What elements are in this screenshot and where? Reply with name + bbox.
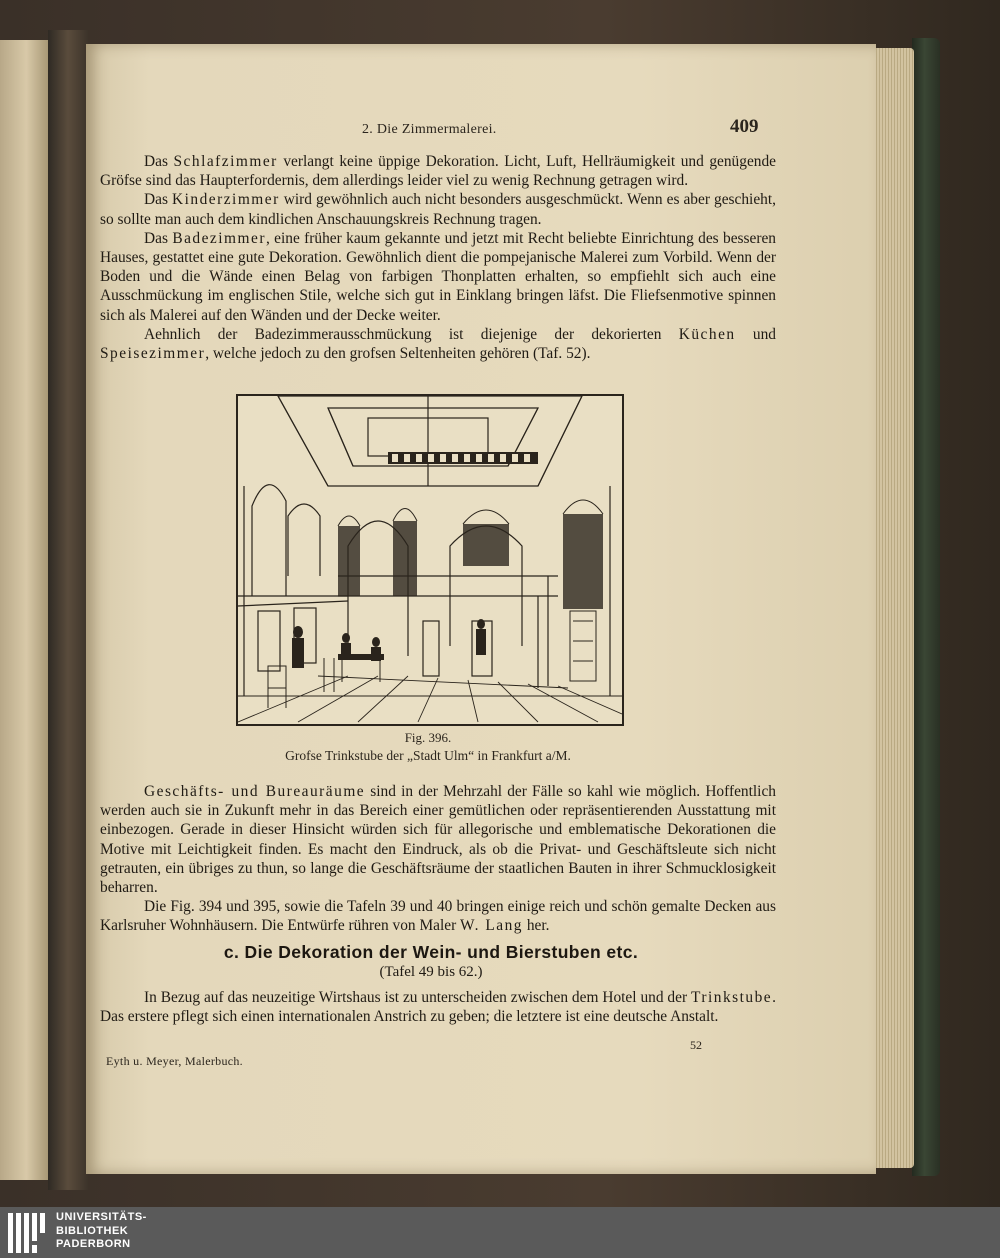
- text-run: und der: [636, 989, 691, 1006]
- footer-sheet-number: 52: [690, 1038, 702, 1052]
- text-run: Die Fig. 394 und 395, sowie die Tafeln 39 und 40 bringen einige reich und schön gemalte Decken aus Karlsruher Wohnhäusern. Die Entwürfe rühren von Maler: [100, 898, 776, 935]
- book-page: [86, 44, 876, 1174]
- text-block-section: [100, 988, 776, 1026]
- text-run: und: [735, 325, 776, 343]
- text-block-bottom: [100, 782, 776, 936]
- emphasized-term: Schlafzimmer: [173, 153, 278, 170]
- figure-illustration: [236, 394, 624, 726]
- text-run: Hotel: [602, 989, 637, 1006]
- paragraph: [100, 229, 776, 325]
- text-run: In Bezug auf das neuzeitige Wirtshaus ist zu unterscheiden zwischen dem: [144, 989, 603, 1006]
- paragraph: [100, 325, 776, 363]
- library-name: [56, 1211, 147, 1252]
- text-run: . Das erstere pflegt sich einen internationalen Anstrich zu geben; die letztere ist eine deutsche Anstalt.: [100, 989, 776, 1026]
- library-logo-icon: [8, 1211, 50, 1255]
- text-run: , eine früher kaum gekannte und jetzt mit Recht beliebte Einrichtung des besseren Hauses, gestattet eine gute Dekoration. Gewöhnlich dient die pompejanische Malerei zum Vorbild. Wenn der Boden und die Wände einen Belag von farbigen Thonplatten erhalten, so empfiehlt sich auch eine Ausschmückung im englischen Stile, welche sich gut in Einklang bringen läfst. Die Fliefsenmotive spinnen sich als Malerei auf den Wänden und der Decke weiter.: [100, 229, 776, 324]
- text-run: Das: [144, 229, 173, 247]
- library-name-line1: UNIVERSITÄTS-: [56, 1211, 147, 1223]
- text-run: verlangt keine üppige Dekoration. Licht, Luft, Hellräumigkeit und genügende Gröfse sind das Haupterfordernis, dem allerdings leider viel zu wenig Rechnung getragen wird.: [100, 153, 776, 190]
- emphasized-term: W. Lang: [460, 917, 523, 935]
- page-header: [86, 116, 876, 140]
- emphasized-term: Kinderzimmer: [171, 191, 280, 209]
- library-name-line2: BIBLIOTHEK: [56, 1224, 129, 1237]
- text-run: wird gewöhnlich auch nicht besonders ausgeschmückt. Wenn es aber geschieht, so sollte man auch dem kindlichen Anschauungskreis Rechnung tragen.: [100, 191, 776, 228]
- text-run: Aehnlich der Badezimmerausschmückung ist diejenige der dekorierten: [144, 325, 679, 343]
- text-run: Das: [144, 191, 172, 209]
- text-run: sind in der Mehrzahl der Fälle so kahl wie möglich. Hoffentlich werden auch sie in Zukunft mehr in das Bereich einer gemütlichen oder repräsentierenden Ausstattung mit einbezogen. Gerade in dieser Hinsicht würden sich für allegorische und emblematische Dekorationen die Motive mit Leichtigkeit finden. Es macht den Eindruck, als ob die Privat- und Geschäftsleute sich nicht getrauten, ein übriges zu thun, so lange die Geschäftsräume der staatlichen Bauten in ihrer Schmucklosigkeit beharren.: [100, 783, 776, 897]
- library-name-line3: PADERBORN: [56, 1238, 131, 1250]
- footer-signature: Eyth u. Meyer, Malerbuch.: [106, 1054, 243, 1068]
- book-spine-left: [48, 30, 88, 1190]
- running-title: 2. Die Zimmermalerei.: [362, 122, 497, 137]
- section-subheading: (Tafel 49 bis 62.): [379, 964, 483, 980]
- paragraph: [100, 152, 776, 190]
- paragraph: [100, 190, 776, 228]
- emphasized-term: Küchen: [678, 325, 736, 343]
- emphasized-term: Speisezimmer: [100, 345, 206, 363]
- left-page-edge: [0, 40, 50, 1180]
- emphasized-term: Trinkstube: [691, 989, 773, 1006]
- trinkstube-engraving: [238, 396, 622, 724]
- text-run: Das: [144, 153, 174, 170]
- library-footer-bar: [0, 1207, 1000, 1258]
- figure-caption: Grofse Trinkstube der „Stadt Ulm“ in Frankfurt a/M.: [285, 748, 571, 763]
- paragraph: [100, 782, 776, 897]
- page-number: 409: [730, 116, 759, 137]
- text-run: , welche jedoch zu den grofsen Seltenheiten gehören (Taf. 52).: [205, 345, 591, 363]
- text-block-top: [100, 152, 776, 363]
- paragraph: [100, 897, 776, 935]
- emphasized-term: Geschäfts- und Bureauräume: [144, 783, 366, 800]
- text-run: her.: [522, 917, 550, 935]
- paragraph: [100, 988, 776, 1026]
- figure-label: Fig. 396.: [404, 730, 452, 745]
- book-cover-right: [912, 38, 940, 1176]
- section-heading: c. Die Dekoration der Wein- und Bierstuben etc.: [223, 942, 639, 962]
- emphasized-term: Badezimmer: [172, 229, 266, 247]
